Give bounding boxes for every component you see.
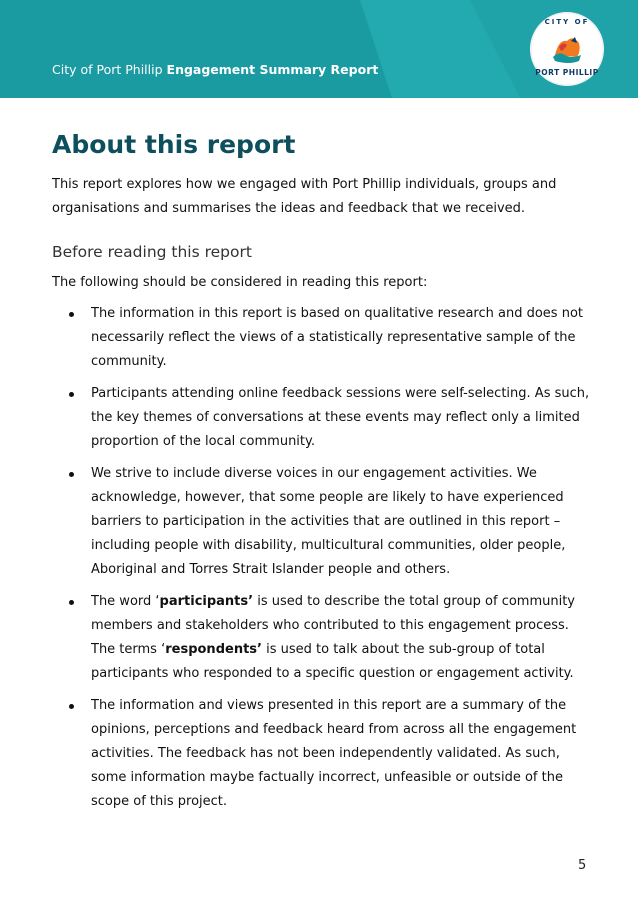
header-banner [0, 0, 638, 98]
page-number: 5 [578, 858, 587, 873]
considerations-list [52, 302, 592, 822]
header-org: City of Port Phillip [52, 62, 163, 77]
term-respondents: respondents’ [165, 642, 262, 657]
list-item: Participants attending online feedback sessions were self-selecting. As such, the key themes of conversations at these events may reflect only a limited proportion of the local community. [52, 382, 592, 454]
intro-paragraph: This report explores how we engaged with Port Phillip individuals, groups and organisations and summarises the ideas and feedback that we received. [52, 177, 557, 216]
list-item: We strive to include diverse voices in our engagement activities. We acknowledge, however, that some people are likely to have experienced barriers to participation in the activities that are outlined in this report – including people with disability, multicultural communities, older people, Aboriginal and Torres Strait Islander people and others. [52, 462, 592, 582]
list-item-text: is used to describe the total group of community members and stakeholders who contributed to this engagement process. The terms ‘ [91, 594, 575, 657]
list-item: The information and views presented in this report are a summary of the opinions, perceptions and feedback heard from across all the engagement activities. The feedback has not been independently validated. As such, some information maybe factually incorrect, unfeasible or outside of the scope of this project. [52, 694, 592, 814]
list-item: The information in this report is based on qualitative research and does not necessarily reflect the views of a statistically representative sample of the community. [52, 302, 592, 374]
list-lead-in: The following should be considered in reading this report: [52, 275, 428, 290]
list-item [52, 590, 592, 686]
list-item-text: is used to talk about the sub-group of total participants who responded to a specific question or engagement activity. [91, 642, 574, 681]
term-participants: participants’ [159, 594, 254, 609]
logo-bottom-text: PORT PHILLIP [535, 68, 599, 77]
page-title: About this report [52, 130, 296, 159]
section-subheading: Before reading this report [52, 243, 252, 261]
city-logo [529, 11, 605, 87]
header-report-name: Engagement Summary Report [166, 62, 379, 77]
header-title [52, 62, 378, 77]
logo-top-text: CITY OF [544, 18, 590, 26]
list-item-text: The word ‘ [91, 594, 160, 609]
